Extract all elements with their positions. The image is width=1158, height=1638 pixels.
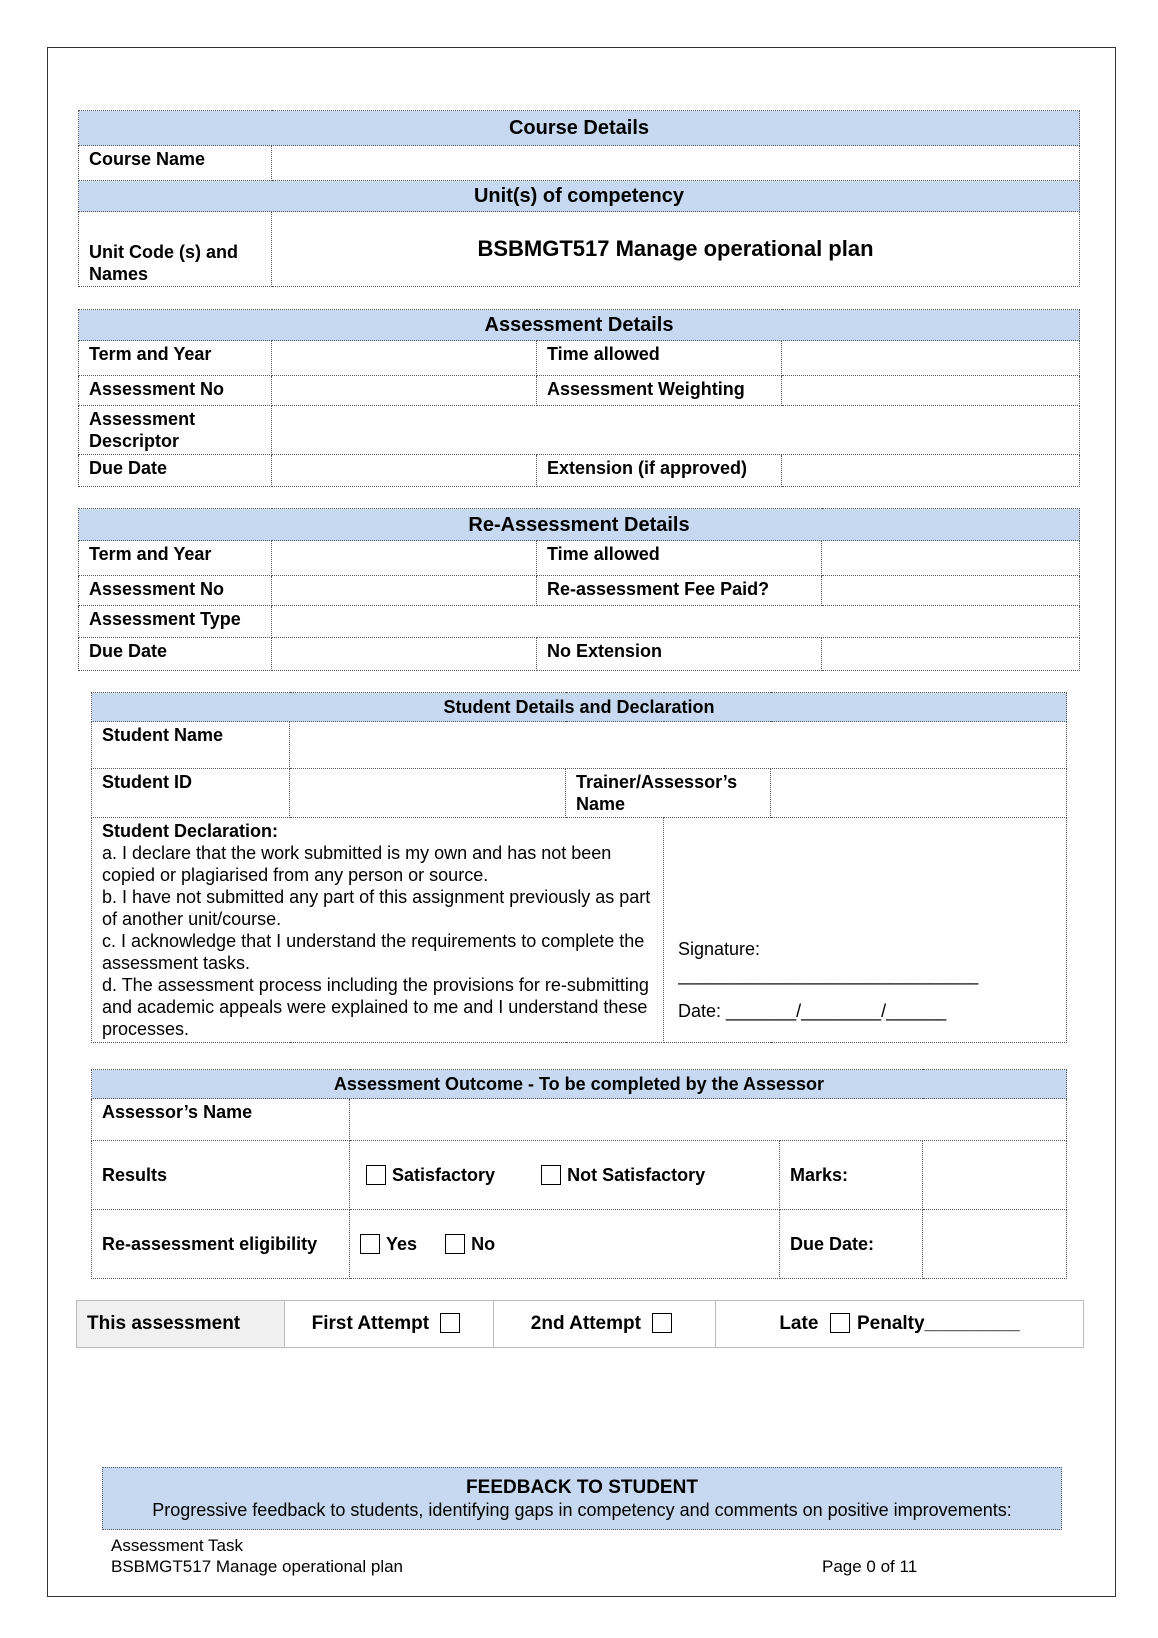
student-declaration bbox=[92, 818, 664, 1043]
student-id-label: Student ID bbox=[92, 769, 290, 818]
no-label: No bbox=[471, 1234, 496, 1254]
satisfactory-checkbox[interactable] bbox=[366, 1165, 386, 1185]
results-options bbox=[350, 1141, 780, 1210]
signature-label: Signature: bbox=[678, 939, 761, 959]
assessment-details-header: Assessment Details bbox=[79, 310, 1080, 341]
re-due-date-field[interactable] bbox=[272, 638, 537, 671]
assessment-no-label: Assessment No bbox=[79, 376, 272, 406]
feedback-box bbox=[102, 1467, 1062, 1530]
late-cell bbox=[716, 1301, 1084, 1348]
re-due-date-label: Due Date bbox=[79, 638, 272, 671]
assessment-outcome-header: Assessment Outcome - To be completed by the Assessor bbox=[92, 1070, 1067, 1099]
re-assessment-no-field[interactable] bbox=[272, 576, 537, 606]
course-name-field[interactable] bbox=[272, 146, 1080, 181]
outcome-due-date-field[interactable] bbox=[923, 1210, 1067, 1279]
assessment-weighting-label: Assessment Weighting bbox=[537, 376, 782, 406]
late-checkbox[interactable] bbox=[830, 1313, 850, 1333]
declaration-item-c: c. I acknowledge that I understand the requirements to complete the assessment tasks. bbox=[102, 931, 645, 973]
assessment-descriptor-label: Assessment Descriptor bbox=[79, 406, 272, 455]
re-no-extension-field[interactable] bbox=[822, 638, 1080, 671]
declaration-title: Student Declaration: bbox=[102, 821, 279, 841]
footer-page-number: Page 0 of 11 bbox=[822, 1557, 918, 1576]
second-attempt-label: 2nd Attempt bbox=[530, 1313, 641, 1334]
re-term-year-label: Term and Year bbox=[79, 541, 272, 576]
reassessment-details-header: Re-Assessment Details bbox=[79, 509, 1080, 541]
first-attempt-label: First Attempt bbox=[311, 1313, 430, 1334]
first-attempt-checkbox[interactable] bbox=[440, 1313, 460, 1333]
eligibility-options bbox=[350, 1210, 780, 1279]
course-details-header: Course Details bbox=[79, 111, 1080, 146]
first-attempt-cell bbox=[285, 1301, 494, 1348]
assessor-name-label: Assessor’s Name bbox=[92, 1099, 350, 1141]
second-attempt-checkbox[interactable] bbox=[652, 1313, 672, 1333]
results-label: Results bbox=[92, 1141, 350, 1210]
assessor-name-field[interactable] bbox=[350, 1099, 1067, 1141]
course-details-table bbox=[78, 110, 1080, 287]
marks-label: Marks: bbox=[780, 1141, 923, 1210]
signature-cell[interactable] bbox=[664, 818, 1067, 1043]
re-no-extension-label: No Extension bbox=[537, 638, 822, 671]
satisfactory-label: Satisfactory bbox=[392, 1165, 496, 1185]
student-details-table bbox=[91, 692, 1067, 1043]
not-satisfactory-checkbox[interactable] bbox=[541, 1165, 561, 1185]
term-year-label: Term and Year bbox=[79, 341, 272, 376]
assessment-details-table bbox=[78, 309, 1080, 487]
second-attempt-cell bbox=[494, 1301, 716, 1348]
no-checkbox[interactable] bbox=[445, 1234, 465, 1254]
student-details-header: Student Details and Declaration bbox=[92, 693, 1067, 722]
due-date-field[interactable] bbox=[272, 455, 537, 487]
declaration-item-b: b. I have not submitted any part of this assignment previously as part of another unit/course. bbox=[102, 887, 651, 929]
re-assessment-no-label: Assessment No bbox=[79, 576, 272, 606]
yes-label: Yes bbox=[386, 1234, 418, 1254]
assessment-no-field[interactable] bbox=[272, 376, 537, 406]
time-allowed-field[interactable] bbox=[782, 341, 1080, 376]
yes-checkbox[interactable] bbox=[360, 1234, 380, 1254]
footer-line1: Assessment Task bbox=[111, 1536, 243, 1555]
signature-line[interactable]: ______________________________ bbox=[678, 965, 979, 985]
student-name-label: Student Name bbox=[92, 722, 290, 769]
late-label: Late bbox=[779, 1313, 819, 1334]
extension-label: Extension (if approved) bbox=[537, 455, 782, 487]
attempt-table bbox=[76, 1300, 1084, 1348]
re-fee-paid-label: Re-assessment Fee Paid? bbox=[537, 576, 822, 606]
not-satisfactory-label: Not Satisfactory bbox=[567, 1165, 706, 1185]
marks-field[interactable] bbox=[923, 1141, 1067, 1210]
re-assessment-type-field[interactable] bbox=[272, 606, 1080, 638]
outcome-due-date-label: Due Date: bbox=[780, 1210, 923, 1279]
units-header: Unit(s) of competency bbox=[79, 181, 1080, 212]
trainer-name-label: Trainer/Assessor’s Name bbox=[566, 769, 771, 818]
re-time-allowed-field[interactable] bbox=[822, 541, 1080, 576]
re-fee-paid-field[interactable] bbox=[822, 576, 1080, 606]
student-name-field[interactable] bbox=[290, 722, 1067, 769]
footer-line2: BSBMGT517 Manage operational plan bbox=[111, 1557, 404, 1576]
assessment-weighting-field[interactable] bbox=[782, 376, 1080, 406]
course-name-label: Course Name bbox=[79, 146, 272, 181]
penalty-field[interactable]: Penalty_________ bbox=[856, 1313, 1020, 1334]
due-date-label: Due Date bbox=[79, 455, 272, 487]
declaration-item-d: d. The assessment process including the provisions for re-submitting and academic appeals were explained to me and I understand these processes. bbox=[102, 975, 649, 1039]
re-assessment-type-label: Assessment Type bbox=[79, 606, 272, 638]
re-term-year-field[interactable] bbox=[272, 541, 537, 576]
assessment-outcome-table bbox=[91, 1069, 1067, 1279]
unit-code-label: Unit Code (s) and Names bbox=[79, 212, 272, 287]
trainer-name-field[interactable] bbox=[771, 769, 1067, 818]
assessment-descriptor-field[interactable] bbox=[272, 406, 1080, 455]
term-year-field[interactable] bbox=[272, 341, 537, 376]
re-time-allowed-label: Time allowed bbox=[537, 541, 822, 576]
feedback-subtitle: Progressive feedback to students, identifying gaps in competency and comments on positive improvements: bbox=[152, 1500, 1012, 1520]
feedback-title: FEEDBACK TO STUDENT bbox=[466, 1477, 698, 1498]
this-assessment-label: This assessment bbox=[77, 1301, 285, 1348]
student-id-field[interactable] bbox=[290, 769, 566, 818]
declaration-item-a: a. I declare that the work submitted is my own and has not been copied or plagiarised from any person or source. bbox=[102, 843, 612, 885]
signature-date[interactable]: Date: _______/________/______ bbox=[678, 1001, 947, 1021]
reassessment-details-table bbox=[78, 508, 1080, 671]
extension-field[interactable] bbox=[782, 455, 1080, 487]
reassessment-eligibility-label: Re-assessment eligibility bbox=[92, 1210, 350, 1279]
unit-value: BSBMGT517 Manage operational plan bbox=[272, 212, 1080, 287]
time-allowed-label: Time allowed bbox=[537, 341, 782, 376]
